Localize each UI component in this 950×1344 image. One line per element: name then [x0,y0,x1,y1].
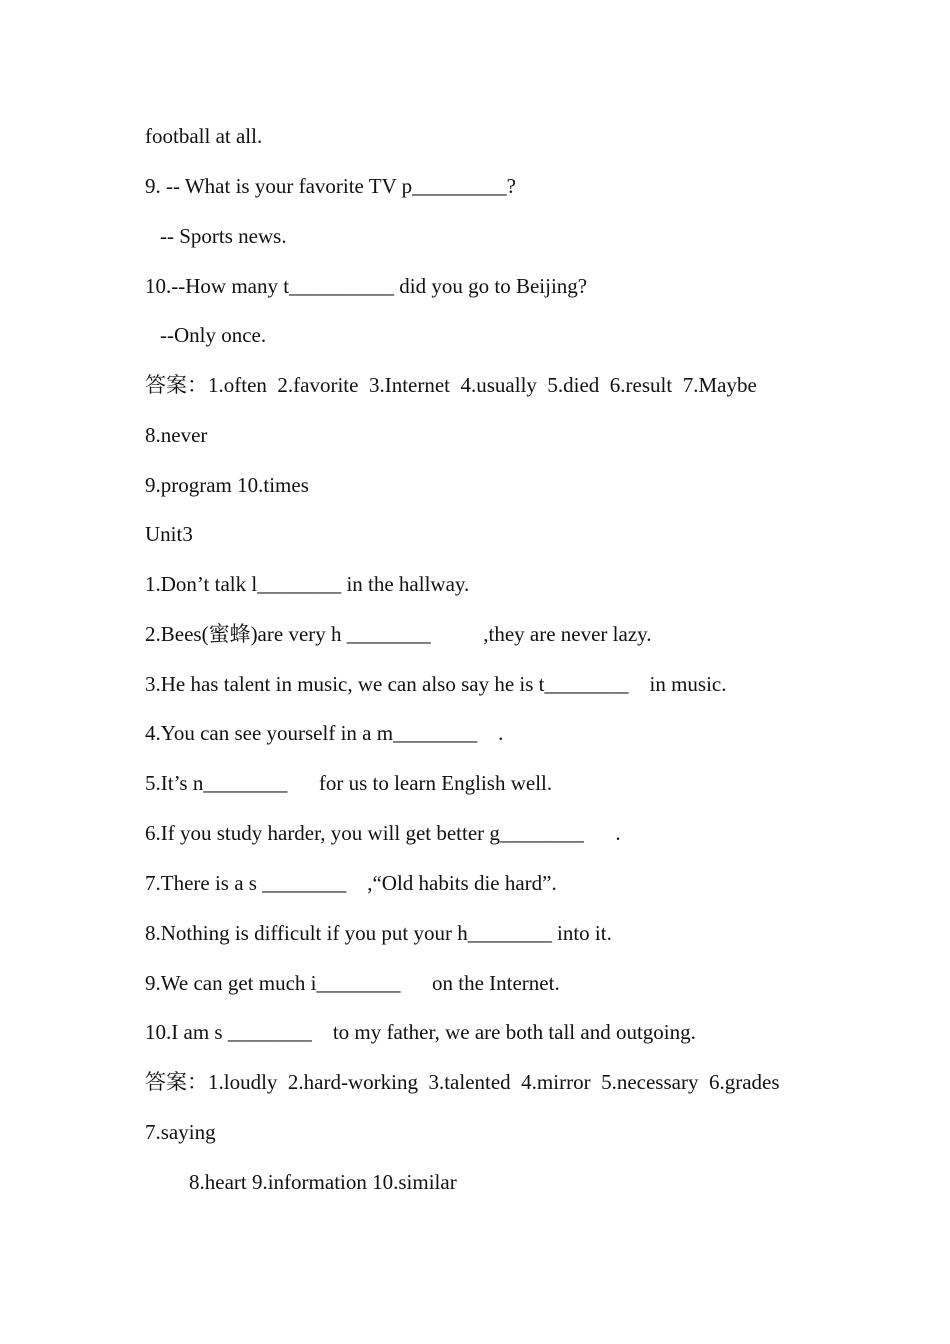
question-10-times: 10.--How many t__________ did you go to Beijing? [145,274,588,298]
question-8: 8.Nothing is difficult if you put your h________ into it. [145,921,612,945]
text-line: football at all. [145,124,263,148]
question-4: 4.You can see yourself in a m________ . [145,721,504,745]
answer-key-cont: 8.never [145,423,208,447]
question-3: 3.He has talent in music, we can also say he is t________ in music. [145,672,727,696]
answer-key-cont: 8.heart 9.information 10.similar [189,1170,457,1194]
question-10: 10.I am s ________ to my father, we are both tall and outgoing. [145,1020,696,1044]
answer-key: 答案：1.often 2.favorite 3.Internet 4.usually 5.died 6.result 7.Maybe [145,373,757,397]
answer-key: 答案：1.loudly 2.hard-working 3.talented 4.mirror 5.necessary 6.grades [145,1070,780,1094]
question-6: 6.If you study harder, you will get better g________ . [145,821,621,845]
answer-line: -- Sports news. [160,224,287,248]
unit-heading: Unit3 [145,522,193,546]
question-5: 5.It’s n________ for us to learn English well. [145,771,553,795]
question-2: 2.Bees(蜜蜂)are very h ________ ,they are never lazy. [145,622,652,646]
question-9: 9.We can get much i________ on the Internet. [145,971,560,995]
question-9-tv: 9. -- What is your favorite TV p_________? [145,174,516,198]
question-1: 1.Don’t talk l________ in the hallway. [145,572,470,596]
answer-line: --Only once. [160,323,267,347]
question-7: 7.There is a s ________ ,“Old habits die hard”. [145,871,557,895]
answer-key-cont: 9.program 10.times [145,473,309,497]
answer-key-cont: 7.saying [145,1120,216,1144]
